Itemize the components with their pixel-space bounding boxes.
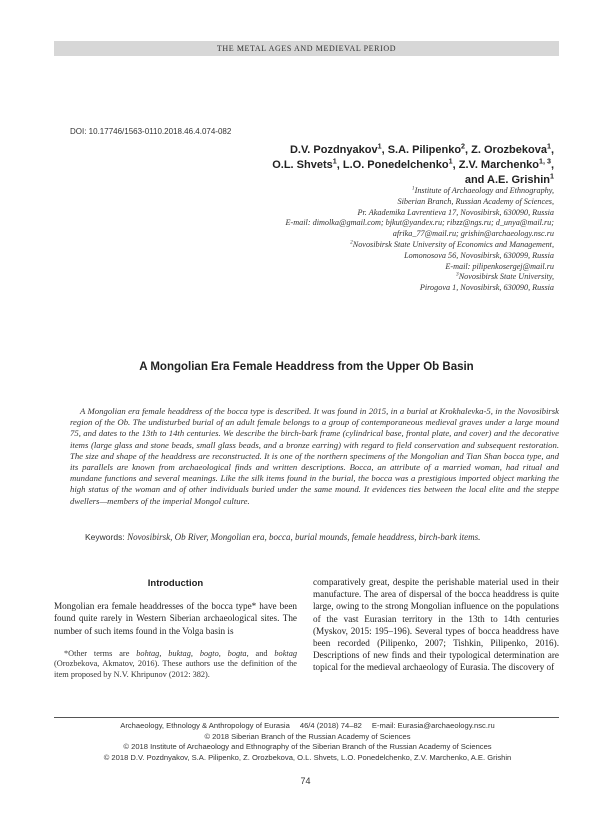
affiliation-line: Lomonosova 56, Novosibirsk, 630099, Russia	[404, 250, 554, 260]
author-affil-sup: 1, 3	[539, 157, 551, 166]
section-heading-introduction: Introduction	[147, 578, 204, 589]
footnote-text: , and	[246, 648, 275, 658]
affiliation-line	[94, 272, 554, 283]
affiliation-line: E-mail: dimolka@gmail.com; bjkut@yandex.ru; ribzz@ngs.ru; d_unya@mail.ru;	[285, 218, 554, 228]
author-affil-sup: 1	[550, 172, 554, 181]
author-affil-sup: 1	[332, 157, 337, 166]
keywords-list: Novosibirsk, Ob River, Mongolian era, bocca, burial mounds, female headdress, birch-bark items.	[127, 532, 481, 542]
affil-sup: 3	[456, 271, 459, 278]
footnote-term: bohtag, buktag, bogto, bogta	[136, 648, 247, 658]
footnote-term: boktag	[274, 648, 297, 658]
affiliation-line	[94, 240, 554, 251]
footer-issue: 46/4 (2018) 74–82	[299, 721, 362, 730]
author-name: Z.V. Marchenko	[458, 159, 540, 171]
footer-journal: Archaeology, Ethnology & Anthropology of Eurasia	[120, 721, 290, 730]
author-line-1: D.V. Pozdnyakov$^1$, S.A. Pilipenko$^2$, Z. Orozbekova$^1$,	[289, 142, 554, 156]
affiliations	[94, 186, 554, 294]
footer-line-2: © 2018 Siberian Branch of the Russian Academy of Sciences	[204, 731, 411, 741]
footer-line-1	[40, 721, 575, 732]
body-paragraph: comparatively great, despite the perishable material used in their manufacture. The area of dispersal of the bocca headdress is quite large, owing to the strong Mongolian influence on the populations of the vast Eurasian territory in the 13th to 14th centuries (Myskov, 2015: 195–196). Several types of bocca headdress have been recorded (Pilipenko, 2007; Tishkin, Pilipenko, 2016). Descriptions of new finds and their typological determination are topical for the medieval archaeology of Eurasia. The discovery of	[313, 577, 559, 673]
author-name: Z. Orozbekova	[471, 144, 547, 156]
running-header: THE METAL AGES AND MEDIEVAL PERIOD	[216, 44, 397, 53]
author-affil-sup: 2	[461, 142, 466, 151]
doi: DOI: 10.17746/1563-0110.2018.46.4.074-082	[70, 127, 232, 136]
footer-line-4: © 2018 D.V. Pozdnyakov, S.A. Pilipenko, Z. Orozbekova, O.L. Shvets, L.O. Ponedelchenko, Z.V. Marchenko, A.E. Grishin	[103, 752, 512, 762]
author-affil-sup: 1	[377, 142, 382, 151]
abstract: A Mongolian era female headdress of the bocca type is described. It was found in 2015, in a burial at Krokhalevka-5, in the Novosibirsk region of the Ob. The undisturbed burial of an adult female belongs to a group of contemporaneous medieval graves under a large mound 75, and dates to the 13th to 14th centuries. We describe the birch-bark frame (cylindrical base, frontal plate, and cover) and the decorative items (large glass and stone beads, small glass beads, and a bronze earring) with regard to field conservation and subsequent restoration. The size and shape of the headdress are reconstructed. It is one of the northern specimens of the Mongolian and Tian Shan bocca type, and its parallels are known from archaeological finds and written descriptions. Bocca, an attribute of a married woman, had ritual and mundane functions and several meanings. Like the silk items found in the burial, the bocca was a prestigious imported object marking the high status of the woman and of other individuals buried under the same mound. It evidences ties between the local elite and the steppe dwellers—members of the imperial Mongol culture.	[70, 406, 559, 506]
intro-paragraph: Mongolian era female headdresses of the bocca type* have been found quite rarely in Western Siberian archaeological sites. The number of such items found in the Volga basin is	[54, 601, 297, 636]
author-affil-sup: 1	[546, 142, 551, 151]
keywords-label: Keywords:	[85, 532, 125, 542]
right-column	[313, 576, 559, 674]
affil-text: Novosibirsk State University,	[458, 272, 554, 282]
author-list	[114, 143, 554, 188]
left-column	[54, 578, 297, 680]
footnote-text: (Orozbekova, Akmatov, 2016). These authors use the definition of the item proposed by N.V. Khripunov (2012: 382).	[54, 659, 297, 679]
affiliation-line	[94, 186, 554, 197]
author-name: L.O. Ponedelchenko	[342, 159, 449, 171]
author-name: O.L. Shvets	[272, 159, 333, 171]
affiliation-line: Siberian Branch, Russian Academy of Sciences,	[397, 196, 554, 206]
affiliation-line: E-mail: pilipenkosergej@mail.ru	[445, 261, 554, 271]
author-name: D.V. Pozdnyakov	[289, 144, 378, 156]
footnote-text: *Other terms are	[64, 648, 137, 658]
keywords	[85, 532, 559, 542]
affiliation-line: Pirogova 1, Novosibirsk, 630090, Russia	[419, 283, 554, 293]
affiliation-line: Pr. Akademika Lavrentieva 17, Novosibirsk, 630090, Russia	[357, 207, 554, 217]
footer-divider	[54, 717, 559, 718]
author-affil-sup: 1	[448, 157, 453, 166]
footer	[40, 721, 575, 763]
footer-line-3: © 2018 Institute of Archaeology and Ethnography of the Siberian Branch of the Russian Academy of Sciences	[123, 742, 492, 752]
footnote	[54, 649, 297, 681]
author-name: S.A. Pilipenko	[387, 144, 462, 156]
running-header-band	[54, 41, 559, 56]
affil-sup: 1	[411, 185, 415, 192]
affil-sup: 2	[350, 239, 353, 246]
page-number: 74	[300, 776, 311, 786]
article-title: A Mongolian Era Female Headdress from the Upper Ob Basin	[139, 361, 474, 373]
footer-email: E-mail: Eurasia@archaeology.nsc.ru	[371, 721, 495, 730]
affiliation-line: afrika_77@mail.ru; grishin@archaeology.nsc.ru	[392, 229, 554, 239]
author-name: and A.E. Grishin	[464, 174, 551, 186]
affil-text: Institute of Archaeology and Ethnography,	[414, 186, 554, 195]
author-line-2: O.L. Shvets$^1$, L.O. Ponedelchenko$^1$, Z.V. Marchenko$^{1, 3}$,	[272, 157, 554, 171]
affil-text: Novosibirsk State University of Economics and Management,	[352, 239, 554, 249]
